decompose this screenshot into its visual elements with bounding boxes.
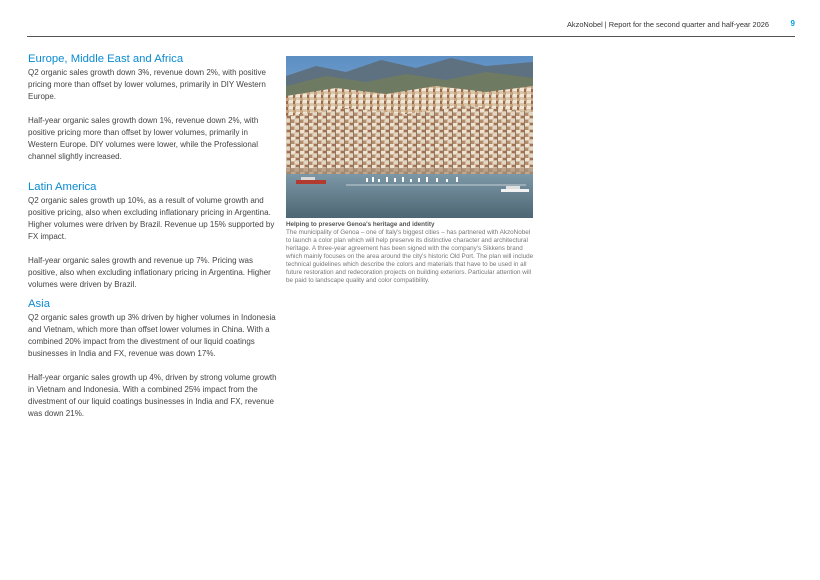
latam-q2-paragraph: Q2 organic sales growth up 10%, as a result of volume growth and positive pricing, also when excluding inflationary pricing in Argentina. Higher volumes were driven by Brazil. Revenue up 15% supported by FX impact.	[28, 196, 275, 241]
page-number: 9	[790, 19, 795, 28]
heading-asia: Asia	[28, 298, 50, 310]
asia-half-year-paragraph: Half-year organic sales growth up 4%, driven by strong volume growth in Vietnam and Indonesia. With a combined 25% impact from the divestment of our liquid coatings businesses in India and FX, revenue was down 21%.	[28, 373, 277, 418]
heading-latin-america: Latin America	[28, 181, 97, 193]
page-header	[27, 0, 795, 37]
heading-emea: Europe, Middle East and Africa	[28, 53, 184, 65]
asia-q2-paragraph: Q2 organic sales growth up 3% driven by higher volumes in Indonesia and Vietnam, which more than offset lower volumes in China. With a combined 20% impact from the divestment of our liquid coatings businesses in India and FX, revenue was down 17%.	[28, 313, 276, 358]
caption-title: Helping to preserve Genoa's heritage and identity	[286, 221, 435, 228]
emea-q2-paragraph: Q2 organic sales growth down 3%, revenue down 2%, with positive pricing more than offset by lower volumes, primarily in DIY Western Europe.	[28, 68, 266, 101]
photo-caption	[286, 221, 536, 285]
caption-body: The municipality of Genoa – one of Italy's biggest cities – has partnered with AkzoNobel to launch a color plan which will help preserve its distinctive character and architectural heritage. A three-year agreement has been signed with the company's Sikkens brand which mainly focuses on the area around the city's historic Old Port. The plan will include technical guidelines which describe the colors and materials that have to be used in all future restoration and redecoration projects on building exteriors. Particular attention will be paid to landscape quality and color compatibility.	[286, 229, 534, 284]
latam-half-year-paragraph: Half-year organic sales growth and revenue up 7%. Pricing was positive, also when excluding inflationary pricing in Argentina. Higher volumes were driven by Brazil.	[28, 256, 271, 289]
genoa-harbor-photo	[286, 56, 533, 218]
regions-column	[28, 52, 278, 420]
report-title: AkzoNobel | Report for the second quarter and half-year 2026	[567, 20, 769, 29]
emea-half-year-paragraph: Half-year organic sales growth down 1%, revenue down 2%, with positive pricing more than offset by lower volumes, primarily in Western Europe. DIY volumes were lower, while the Professional channel slightly increased.	[28, 116, 259, 161]
